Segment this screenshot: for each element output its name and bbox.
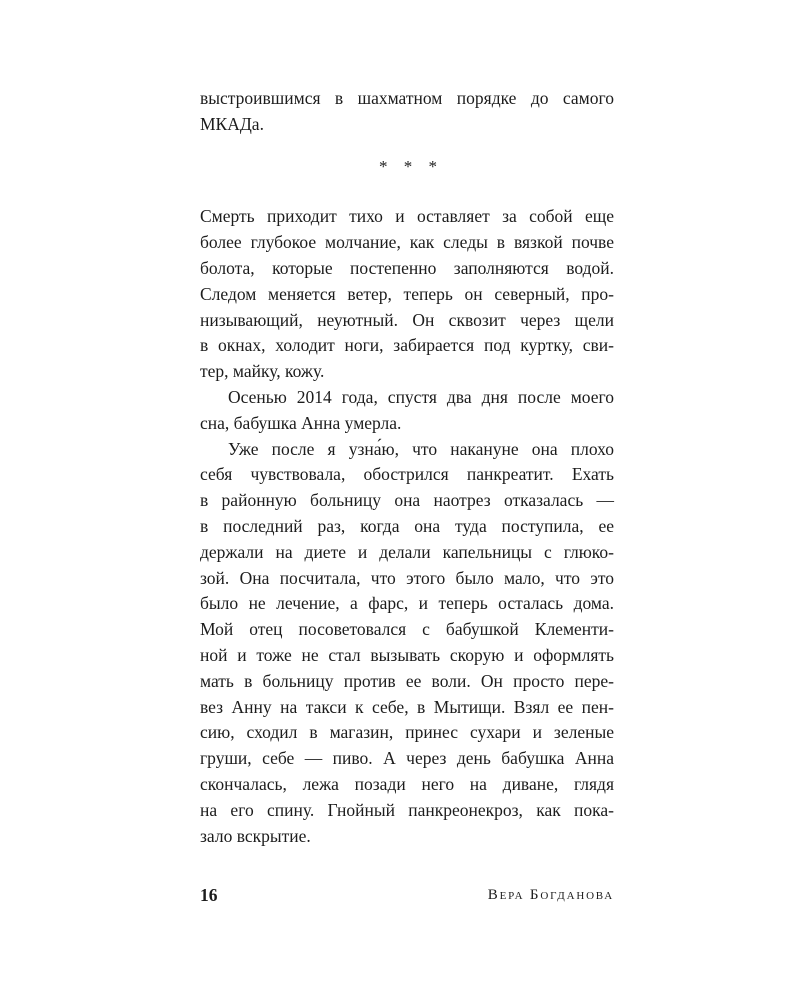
text-line: Смерть приходит тихо и оставляет за собой еще — [200, 206, 614, 227]
text-line: на его спину. Гнойный панкреонекроз, как пока- — [200, 799, 614, 820]
text-line: Мой отец посоветовался с бабушкой Клементи- — [200, 619, 614, 640]
page-footer — [200, 882, 614, 908]
text-line: более глубокое молчание, как следы в вязкой почве — [200, 232, 614, 253]
text-line: было не лечение, а фарс, и теперь осталась дома. — [200, 593, 614, 614]
text-line: в районную больницу она наотрез отказалась — — [200, 490, 614, 511]
text-line: выстроившимся в шахматном порядке до самого — [200, 88, 614, 108]
text-line: болота, которые постепенно заполняются водой. — [200, 257, 614, 278]
text-line: Осенью 2014 года, спустя два дня после моего — [228, 386, 614, 407]
text-line: зой. Она посчитала, что этого было мало, что это — [200, 567, 614, 588]
text-line: МКАДа. — [200, 113, 264, 134]
text-line: держали на диете и делали капельницы с глюко- — [200, 541, 614, 562]
text-line: себя чувствовала, обострился панкреатит. Ехать — [200, 464, 614, 485]
section-separator: * * * — [379, 156, 443, 176]
text-line: Уже после я узна́ю, что накануне она плохо — [228, 438, 614, 459]
text-line: зало вскрытие. — [200, 825, 311, 846]
text-line: тер, майку, кожу. — [200, 361, 325, 382]
text-line: вез Анну на такси к себе, в Мытищи. Взял ее пен- — [200, 696, 614, 717]
text-line: мать в больницу против ее воли. Он просто пере- — [200, 670, 614, 691]
text-line: ной и тоже не стал вызывать скорую и оформлять — [200, 644, 614, 665]
text-line: Следом меняется ветер, теперь он северный, про- — [200, 283, 614, 304]
page-number: 16 — [200, 885, 218, 905]
running-head-author: Вера Богданова — [487, 887, 614, 903]
text-line: в окнах, холодит ноги, забирается под куртку, сви- — [200, 335, 614, 356]
text-line: низывающий, неуютный. Он сквозит через щели — [200, 309, 614, 330]
page-body — [200, 86, 614, 849]
text-line: груши, себе — пиво. А через день бабушка Анна — [200, 748, 614, 769]
text-line: сию, сходил в магазин, принес сухари и зеленые — [200, 722, 614, 743]
text-line: в последний раз, когда она туда поступила, ее — [200, 515, 614, 536]
text-line: сна, бабушка Анна умерла. — [200, 412, 402, 433]
text-line: скончалась, лежа позади него на диване, глядя — [200, 773, 614, 794]
